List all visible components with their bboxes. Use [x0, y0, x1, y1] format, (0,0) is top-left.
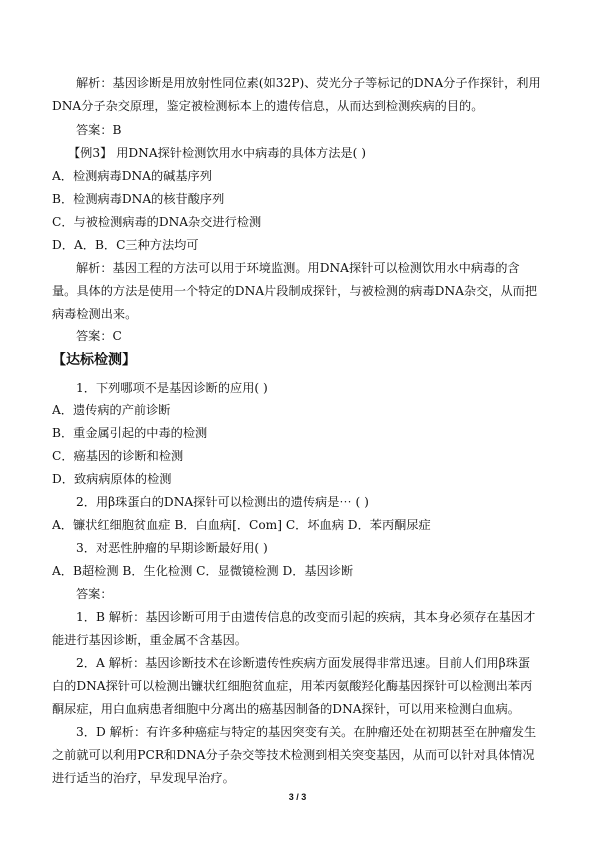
answer-2-cont: 酮尿症，用白血病患者细胞中分离出的癌基因制备的DNA探针，可以用来检测白血病。 — [52, 702, 520, 716]
analysis-line: 量。具体的方法是使用一个特定的DNA片段制成探针，与被检测的病毒DNA杂交，从而把 — [52, 284, 538, 298]
option-c: C．癌基因的诊断和检测 — [52, 449, 184, 463]
option-b: B．重金属引起的中毒的检测 — [52, 426, 208, 440]
analysis-line: 解析：基因诊断是用放射性同位素(如32P)、荧光分子等标记的DNA分子作探针，利用 — [76, 76, 541, 90]
question-2: 2．用β珠蛋白的DNA探针可以检测出的遗传病是⋯ ( ) — [76, 495, 369, 509]
option-d: D．A．B．C三种方法均可 — [52, 238, 199, 252]
analysis-line: DNA分子杂交原理，鉴定被检测标本上的遗传信息，从而达到检测疾病的目的。 — [52, 99, 484, 113]
answer-1-cont: 能进行基因诊断，重金属不含基因。 — [52, 633, 247, 647]
answer-2: 2．A 解析：基因诊断技术在诊断遗传性疾病方面发展得非常迅速。目前人们用β珠蛋 — [76, 656, 531, 670]
answers-label: 答案： — [76, 587, 113, 601]
answer-3-cont: 之前就可以利用PCR和DNA分子杂交等技术检测到相关突变基因，从而可以针对具体情况 — [52, 748, 535, 762]
page-number: 3 / 3 — [288, 792, 307, 802]
option-a: A．检测病毒DNA的碱基序列 — [52, 169, 212, 183]
option-d: D．致病病原体的检测 — [52, 472, 172, 486]
question-3-options: A．B超检测 B．生化检测 C．显微镜检测 D．基因诊断 — [52, 564, 354, 578]
option-a: A．遗传病的产前诊断 — [52, 403, 171, 417]
answer-2-cont: 白的DNA探针可以检测出镰状红细胞贫血症，用苯丙氨酸羟化酶基因探针可以检测出苯丙 — [52, 679, 533, 693]
answer-3: 3．D 解析：有许多种癌症与特定的基因突变有关。在肿瘤还处在初期甚至在肿瘤发生 — [76, 725, 537, 739]
option-c: C．与被检测病毒的DNA杂交进行检测 — [52, 215, 262, 229]
answer-1: 1．B 解析：基因诊断可用于由遗传信息的改变而引起的疾病，其本身必须存在基因才 — [76, 610, 536, 624]
section-heading: 【达标检测】 — [52, 352, 136, 368]
question-2-options: A．镰状红细胞贫血症 B．白血病[．Com] C．坏血病 D．苯丙酮尿症 — [52, 518, 431, 532]
analysis-line: 解析：基因工程的方法可以用于环境监测。用DNA探针可以检测饮用水中病毒的含 — [76, 261, 520, 275]
answer-line: 答案：C — [76, 329, 122, 343]
option-b: B．检测病毒DNA的核苷酸序列 — [52, 192, 225, 206]
answer-3-cont: 进行适当的治疗，早发现早治疗。 — [52, 771, 235, 785]
answer-line: 答案：B — [76, 123, 122, 137]
question-3: 3．对恶性肿瘤的早期诊断最好用( ) — [76, 541, 268, 555]
example-3-question: 【例3】 用DNA探针检测饮用水中病毒的具体方法是( ) — [68, 146, 366, 160]
analysis-line: 病毒检测出来。 — [52, 307, 138, 321]
question-1: 1．下列哪项不是基因诊断的应用( ) — [76, 381, 268, 395]
